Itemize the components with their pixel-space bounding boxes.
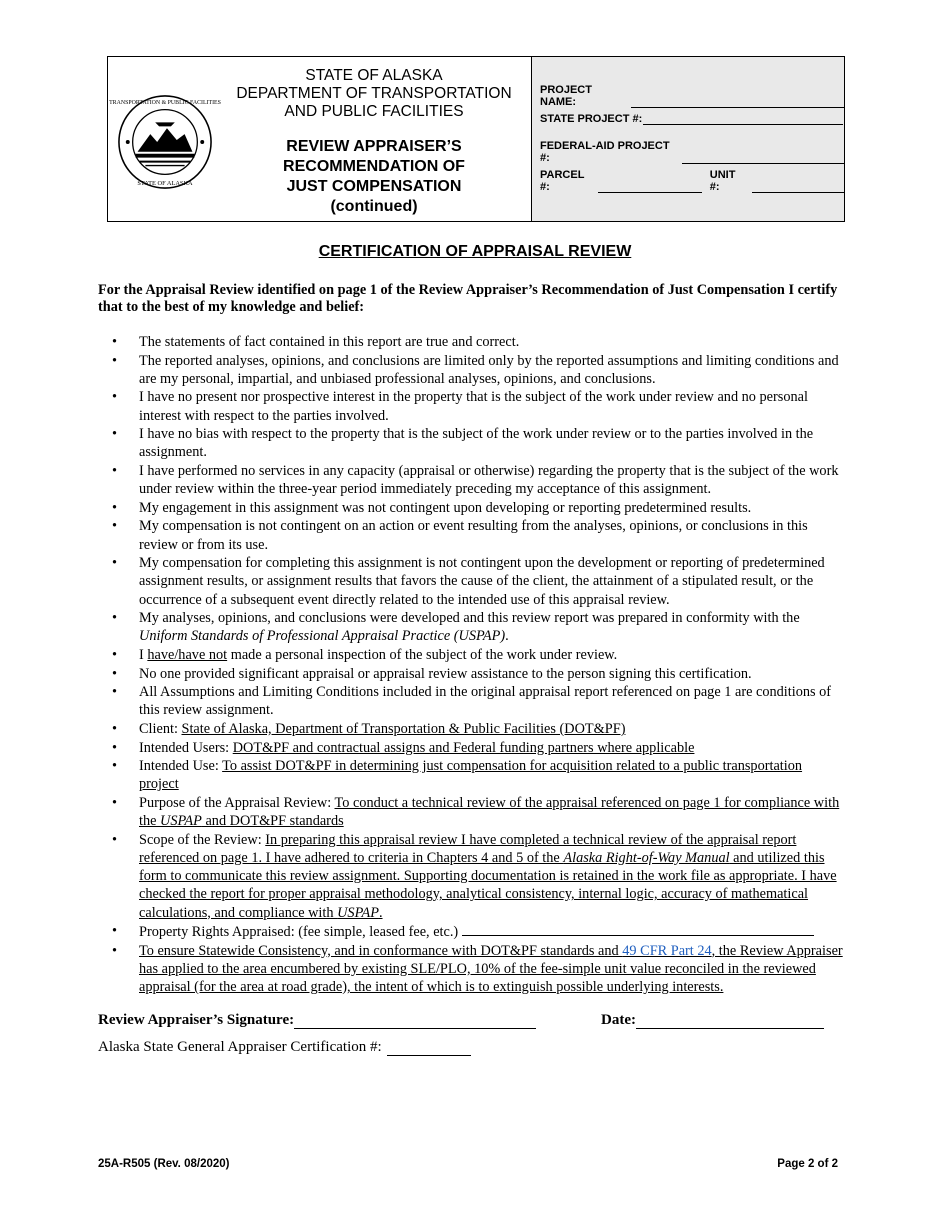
list-item: • My compensation is not contingent on an action or event resulting from the analyses, opinions, or conclusions in this review or from its use.	[112, 518, 808, 553]
certification-number-label: Alaska State General Appraiser Certification #:	[98, 1039, 382, 1055]
intended-use-value: To assist DOT&PF in determining just compensation for acquisition related to a public transportation project	[139, 758, 803, 793]
statewide-consistency-item: • To ensure Statewide Consistency, and in conformance with DOT&PF standards and 49 CFR Part 24, the Review Appraiser has applied to the area encumbered by existing SLE/PLO, 10% of the fee-simple unit value reconciled in the reviewed appraisal (for the area at road grade), the intent of which is to extinguish possible underlying interests.	[112, 942, 843, 996]
date-group	[601, 1012, 824, 1029]
form-header	[107, 56, 845, 222]
intended-users-value: DOT&PF and contractual assigns and Federal funding partners where applicable	[232, 739, 695, 756]
signature-field[interactable]	[294, 1015, 536, 1029]
intended-use-item: • Intended Use: To assist DOT&PF in determining just compensation for acquisition related to a public transportation project	[112, 758, 803, 793]
project-name-row	[540, 84, 844, 108]
cfr-part-24-link[interactable]: 49 CFR Part 24	[622, 942, 712, 959]
seal-text-bottom: STATE OF ALASKA	[137, 180, 193, 188]
list-item: • I have no bias with respect to the property that is the subject of the work under review or to the parties involved in the assignment.	[112, 426, 814, 461]
project-info-panel	[532, 57, 844, 221]
purpose-value: To conduct a technical review of the appraisal referenced on page 1 for compliance with the USPAP and DOT&PF standards	[139, 794, 840, 830]
uspap-title: Uniform Standards of Professional Appraisal Practice (USPAP)	[139, 628, 506, 645]
form-title-line: JUST COMPENSATION	[286, 178, 462, 195]
signature-label: Review Appraiser’s Signature:	[98, 1012, 295, 1028]
parcel-label: PARCEL #:	[540, 169, 585, 193]
form-title-line: (continued)	[330, 198, 418, 215]
list-item: • No one provided significant appraisal or appraisal review assistance to the person signing this certification.	[112, 665, 752, 682]
client-value: State of Alaska, Department of Transportation & Public Facilities (DOT&PF)	[181, 720, 626, 737]
certification-number-field[interactable]	[387, 1042, 471, 1056]
list-item: • My engagement in this assignment was not contingent upon developing or reporting predetermined results.	[112, 499, 752, 516]
certification-number-row	[98, 1039, 471, 1056]
state-project-row	[540, 112, 843, 125]
federal-aid-project-label: FEDERAL-AID PROJECT #:	[540, 140, 670, 164]
purpose-item: • Purpose of the Appraisal Review: To conduct a technical review of the appraisal referenced on page 1 for compliance with the USPAP and DOT&PF standards	[112, 794, 840, 830]
seal-text-top: TRANSPORTATION & PUBLIC FACILITIES	[109, 99, 221, 106]
parcel-unit-row	[540, 169, 844, 193]
list-item: • I have no present nor prospective interest in the property that is the subject of the work under review and no personal interest with respect to the parties involved.	[112, 389, 808, 424]
list-item: • My compensation for completing this assignment is not contingent upon the development or reporting of predetermined assignment results, or assignment results that favors the cause of the client, the attainment of a stipulated result, or the occurrence of a subsequent event directly related to the intended use of this appraisal review.	[112, 555, 825, 608]
parcel-field[interactable]	[598, 180, 702, 193]
form-title	[226, 137, 522, 217]
list-item: • The statements of fact contained in this report are true and correct.	[112, 334, 520, 350]
form-id: 25A-R505 (Rev. 08/2020)	[98, 1158, 230, 1170]
date-label: Date:	[601, 1012, 636, 1028]
project-name-field[interactable]	[631, 95, 844, 108]
state-project-label: STATE PROJECT #:	[540, 113, 643, 125]
list-item: • I have/have not made a personal inspection of the subject of the work under review.	[112, 646, 618, 663]
inspection-choice[interactable]: have/have not	[147, 646, 228, 663]
agency-line: DEPARTMENT OF TRANSPORTATION	[236, 85, 512, 102]
project-name-label: PROJECT NAME:	[540, 84, 592, 108]
page-number: Page 2 of 2	[777, 1158, 838, 1170]
list-item: • My analyses, opinions, and conclusions were developed and this review report was prepared in conformity with the Uniform Standards of Professional Appraisal Practice (USPAP).	[112, 610, 800, 645]
federal-aid-project-row	[540, 140, 844, 164]
property-rights-field[interactable]	[462, 922, 814, 936]
list-item: • I have performed no services in any capacity (appraisal or otherwise) regarding the property that is the subject of the work under review within the three-year period immediately preceding my acceptance of this assignment.	[112, 462, 839, 498]
agency-name	[226, 67, 522, 121]
date-field[interactable]	[636, 1015, 824, 1029]
list-item: • All Assumptions and Limiting Conditions included in the original appraisal report referenced on page 1 are conditions of this review assignment.	[112, 684, 832, 719]
unit-field[interactable]	[752, 180, 844, 193]
form-title-line: REVIEW APPRAISER’S	[286, 138, 462, 155]
client-item: • Client: State of Alaska, Department of Transportation & Public Facilities (DOT&PF)	[112, 720, 626, 737]
list-item: • The reported analyses, opinions, and conclusions are limited only by the reported assumptions and limiting conditions and are my personal, impartial, and unbiased professional analyses, opinions, and conclusions.	[112, 352, 839, 387]
state-project-field[interactable]	[643, 112, 843, 125]
certification-list	[98, 333, 843, 997]
certification-intro: For the Appraisal Review identified on page 1 of the Review Appraiser’s Recommendation of Just Compensation I certify that to the best of my knowledge and belief:	[98, 282, 838, 315]
scope-value: In preparing this appraisal review I have completed a technical review of the appraisal report referenced on page 1. I have adhered to criteria in Chapters 4 and 5 of the Alaska Right-of-Way Manual and utilized this form to communicate this review assignment. Supporting documentation is retained in the work file as appropriate. I have checked the report for proper appraisal methodology, analytical consistency, internal logic, accuracy of mathematical calculations, and compliance with USPAP.	[139, 831, 837, 921]
certification-title: CERTIFICATION OF APPRAISAL REVIEW	[318, 243, 632, 260]
signature-group	[98, 1012, 536, 1029]
scope-item: • Scope of the Review: In preparing this appraisal review I have completed a technical review of the appraisal report referenced on page 1. I have adhered to criteria in Chapters 4 and 5 of the Alaska Right-of-Way Manual and utilized this form to communicate this review assignment. Supporting documentation is retained in the work file as appropriate. I have checked the report for proper appraisal methodology, analytical consistency, internal logic, accuracy of mathematical calculations, and compliance with USPAP.	[112, 831, 837, 921]
federal-aid-project-field[interactable]	[682, 151, 844, 164]
agency-line: AND PUBLIC FACILITIES	[284, 103, 464, 120]
intended-users-item: • Intended Users: DOT&PF and contractual assigns and Federal funding partners where applicable	[112, 739, 695, 756]
unit-label: UNIT #:	[709, 169, 736, 193]
property-rights-item: • Property Rights Appraised: (fee simple, leased fee, etc.)	[98, 922, 843, 941]
header-title-area	[108, 57, 532, 221]
state-seal-icon	[109, 93, 221, 191]
form-title-line: RECOMMENDATION OF	[283, 158, 465, 175]
agency-line: STATE OF ALASKA	[305, 67, 443, 84]
